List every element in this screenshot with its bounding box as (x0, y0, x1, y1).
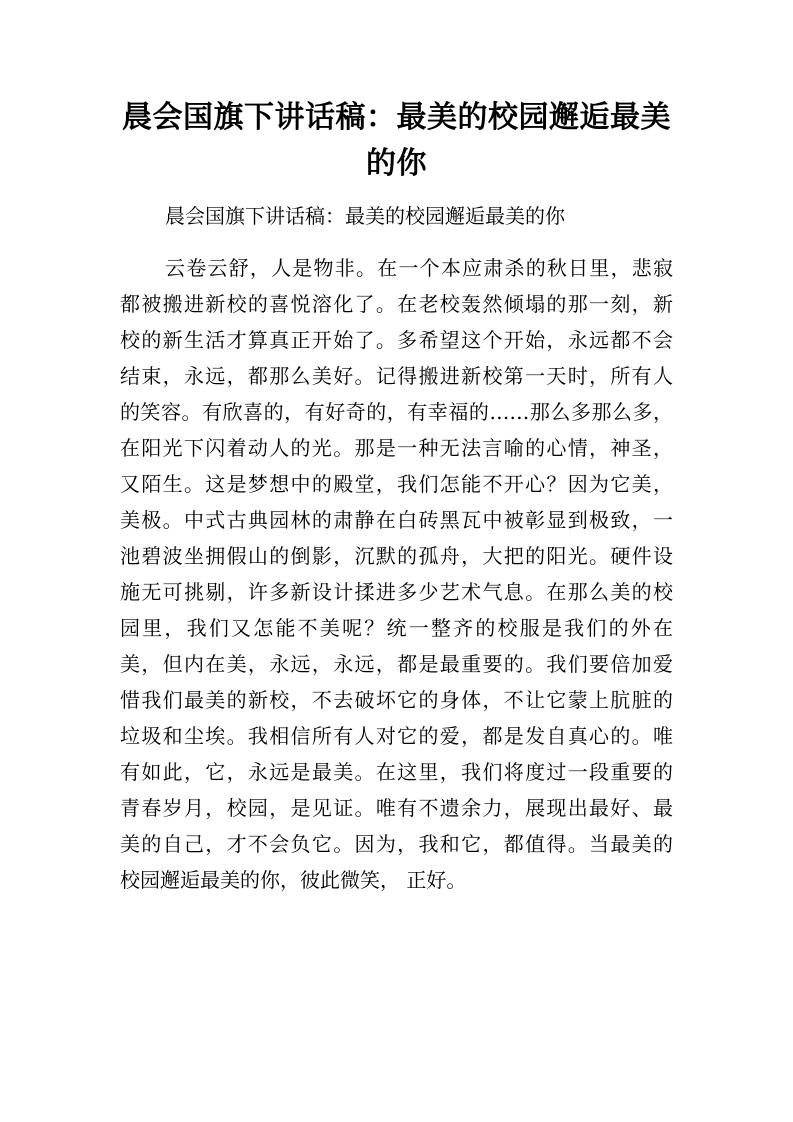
body-line: 美极。中式古典园林的肃静在白砖黑瓦中被彰显到极致，一 (120, 508, 673, 532)
body-line: 美，但内在美，永远，永远，都是最重要的。我们要倍加爱 (120, 652, 673, 676)
body-line: 施无可挑剔，许多新设计揉进多少艺术气息。在那么美的校 (120, 580, 673, 604)
document-body (120, 250, 673, 898)
body-line: 垃圾和尘埃。我相信所有人对它的爱，都是发自真心的。唯 (120, 724, 673, 748)
body-line: 青春岁月，校园，是见证。唯有不遗余力，展现出最好、最 (120, 796, 673, 820)
body-line: 结束，永远，都那么美好。记得搬进新校第一天时，所有人 (120, 364, 673, 388)
body-line: 校的新生活才算真正开始了。多希望这个开始，永远都不会 (120, 328, 673, 352)
body-line: 惜我们最美的新校，不去破坏它的身体，不让它蒙上肮脏的 (120, 688, 673, 712)
body-line: 有如此，它，永远是最美。在这里，我们将度过一段重要的 (120, 760, 673, 784)
body-line: 在阳光下闪着动人的光。那是一种无法言喻的心情，神圣， (120, 436, 673, 460)
body-line: 美的自己，才不会负它。因为，我和它，都值得。当最美的 (120, 832, 673, 856)
body-line: 池碧波坐拥假山的倒影，沉默的孤舟，大把的阳光。硬件设 (120, 544, 673, 568)
body-line: 的笑容。有欣喜的，有好奇的，有幸福的……那么多那么多， (120, 400, 673, 424)
body-line: 都被搬进新校的喜悦溶化了。在老校轰然倾塌的那一刻，新 (120, 292, 673, 316)
document-subtitle: 晨会国旗下讲话稿：最美的校园邂逅最美的你 (165, 204, 565, 228)
body-line: 校园邂逅最美的你，彼此微笑， 正好。 (120, 868, 467, 892)
document-title: 晨会国旗下讲话稿：最美的校园邂逅最美的你 (122, 100, 671, 181)
body-line: 云卷云舒，人是物非。在一个本应肃杀的秋日里，悲寂 (165, 256, 673, 280)
body-line: 园里，我们又怎能不美呢？统一整齐的校服是我们的外在 (120, 616, 673, 640)
body-line: 又陌生。这是梦想中的殿堂，我们怎能不开心？因为它美， (120, 472, 673, 496)
